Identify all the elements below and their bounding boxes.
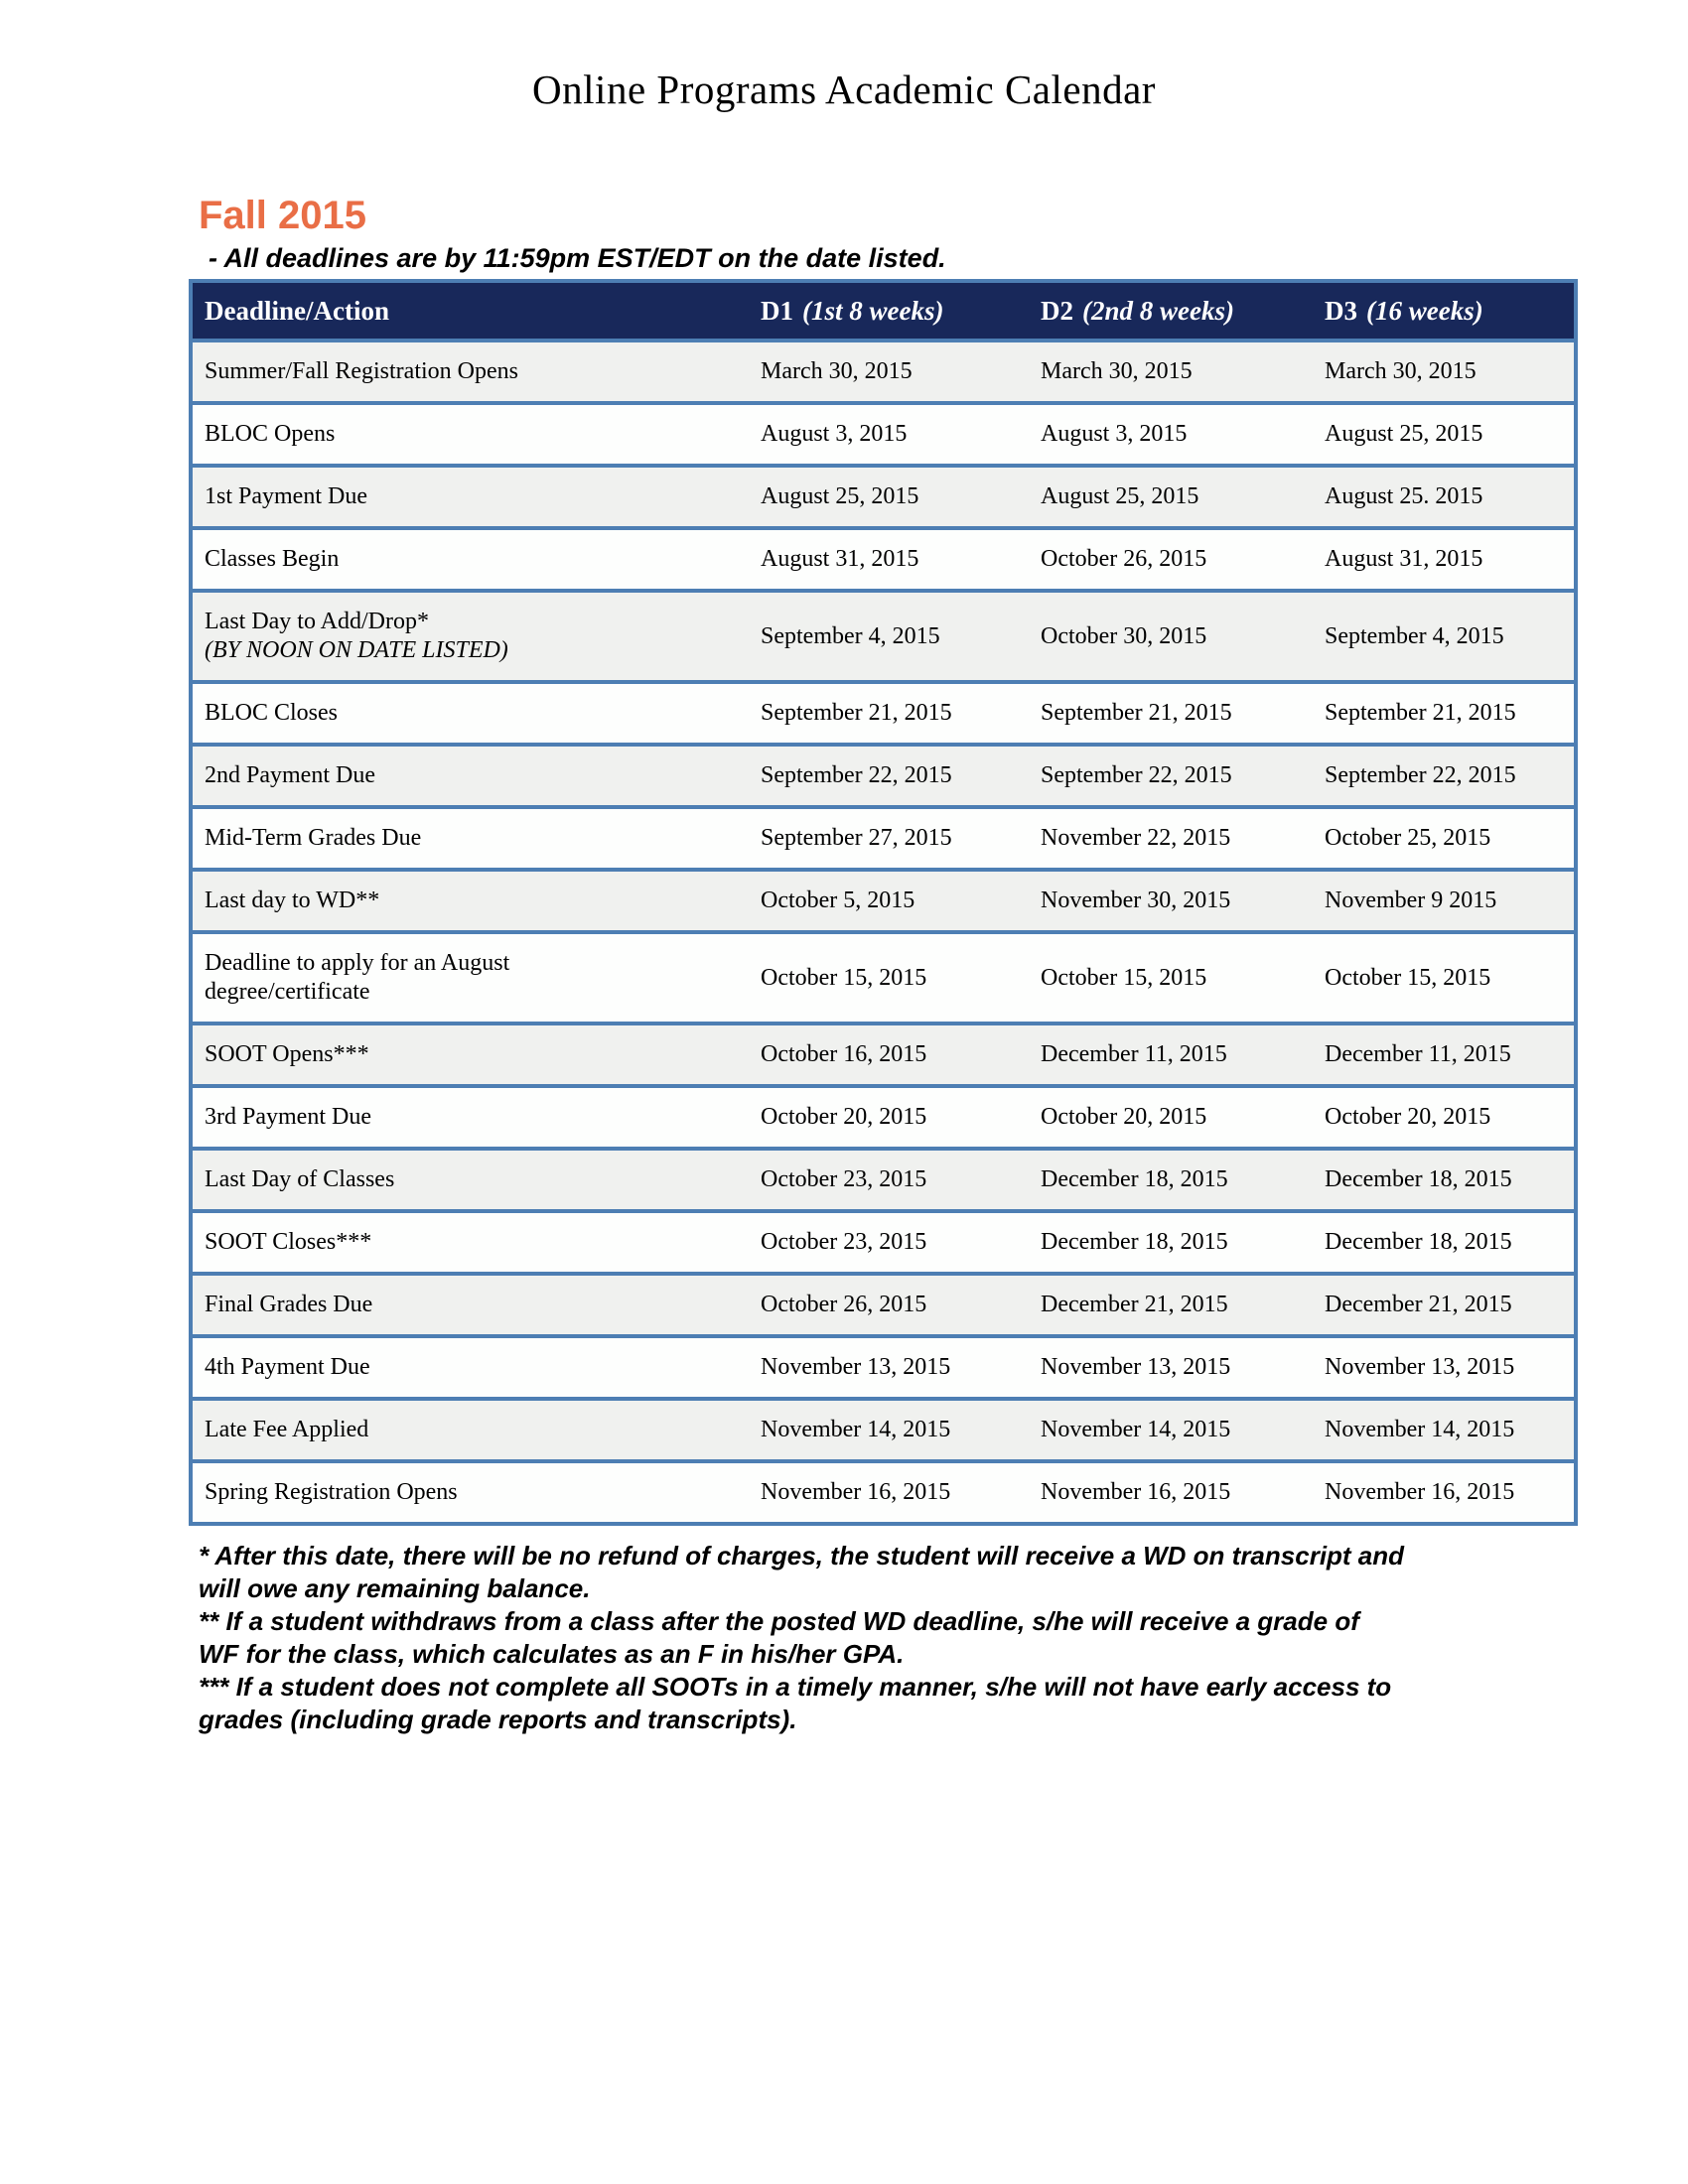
column-header-d2 [1029, 281, 1313, 341]
table-row [191, 1211, 1576, 1274]
d1-date-cell: August 25, 2015 [749, 466, 1029, 528]
deadline-action-label: Deadline to apply for an August [205, 950, 510, 976]
deadline-note: - All deadlines are by 11:59pm EST/EDT on the date listed. [209, 243, 946, 273]
footnote-line: WF for the class, which calculates as an F in his/her GPA. [199, 1639, 905, 1669]
table-row [191, 745, 1576, 807]
deadline-action-cell [191, 682, 749, 745]
deadline-action-label: 1st Payment Due [205, 483, 367, 509]
d2-date-cell: March 30, 2015 [1029, 341, 1313, 403]
table-row [191, 1461, 1576, 1524]
d2-date-cell: November 13, 2015 [1029, 1336, 1313, 1399]
d3-date-cell: November 14, 2015 [1313, 1399, 1576, 1461]
d2-date-cell: October 30, 2015 [1029, 591, 1313, 682]
deadline-action-cell [191, 1211, 749, 1274]
d3-date-cell: September 21, 2015 [1313, 682, 1576, 745]
column-label: Deadline/Action [205, 295, 389, 326]
d2-date-cell: October 26, 2015 [1029, 528, 1313, 591]
deadline-action-cell [191, 528, 749, 591]
d3-date-cell: December 11, 2015 [1313, 1024, 1576, 1086]
table-row [191, 466, 1576, 528]
d2-date-cell: November 30, 2015 [1029, 870, 1313, 932]
d2-date-cell: September 22, 2015 [1029, 745, 1313, 807]
table-row [191, 528, 1576, 591]
d1-date-cell: October 16, 2015 [749, 1024, 1029, 1086]
deadline-action-line2: degree/certificate [205, 979, 370, 1005]
table-row [191, 591, 1576, 682]
column-header-d3 [1313, 281, 1576, 341]
deadline-action-cell [191, 745, 749, 807]
deadline-action-cell [191, 341, 749, 403]
d3-date-cell: November 9 2015 [1313, 870, 1576, 932]
table-row [191, 1086, 1576, 1149]
column-qualifier: (2nd 8 weeks) [1082, 295, 1234, 326]
deadline-action-label: 2nd Payment Due [205, 762, 375, 788]
column-label: D3 [1325, 295, 1357, 326]
deadline-action-label: BLOC Closes [205, 700, 339, 726]
table-row [191, 1336, 1576, 1399]
d2-date-cell: December 18, 2015 [1029, 1211, 1313, 1274]
deadline-action-label: 4th Payment Due [205, 1354, 370, 1380]
table-row [191, 932, 1576, 1024]
d1-date-cell: November 13, 2015 [749, 1336, 1029, 1399]
table-row [191, 341, 1576, 403]
footnote-line: grades (including grade reports and transcripts). [199, 1705, 797, 1734]
d2-date-cell: December 21, 2015 [1029, 1274, 1313, 1336]
d1-date-cell: September 27, 2015 [749, 807, 1029, 870]
footnotes [199, 1540, 1688, 1736]
deadline-action-cell [191, 1461, 749, 1524]
d3-date-cell: September 4, 2015 [1313, 591, 1576, 682]
d2-date-cell: December 18, 2015 [1029, 1149, 1313, 1211]
d2-date-cell: August 25, 2015 [1029, 466, 1313, 528]
footnote-line: *** If a student does not complete all SOOTs in a timely manner, s/he will not have early access to [199, 1672, 1392, 1702]
d2-date-cell: December 11, 2015 [1029, 1024, 1313, 1086]
column-header-d1 [749, 281, 1029, 341]
deadline-action-cell [191, 1274, 749, 1336]
d1-date-cell: March 30, 2015 [749, 341, 1029, 403]
season-heading: Fall 2015 [199, 194, 367, 237]
deadline-action-label: Classes Begin [205, 546, 340, 572]
d2-date-cell: November 16, 2015 [1029, 1461, 1313, 1524]
column-label: D1 [761, 295, 793, 326]
d3-date-cell: October 25, 2015 [1313, 807, 1576, 870]
deadline-action-cell [191, 1399, 749, 1461]
deadline-action-label: Final Grades Due [205, 1292, 373, 1317]
d1-date-cell: September 22, 2015 [749, 745, 1029, 807]
d1-date-cell: October 15, 2015 [749, 932, 1029, 1024]
table-row [191, 1024, 1576, 1086]
d3-date-cell: September 22, 2015 [1313, 745, 1576, 807]
column-header-deadline-action [191, 281, 749, 341]
deadline-action-cell [191, 932, 749, 1024]
table-row [191, 403, 1576, 466]
table-row [191, 870, 1576, 932]
deadline-action-cell [191, 591, 749, 682]
deadline-action-label: Mid-Term Grades Due [205, 825, 422, 851]
d1-date-cell: October 20, 2015 [749, 1086, 1029, 1149]
d3-date-cell: November 16, 2015 [1313, 1461, 1576, 1524]
deadline-action-cell [191, 403, 749, 466]
d2-date-cell: October 20, 2015 [1029, 1086, 1313, 1149]
d1-date-cell: October 23, 2015 [749, 1149, 1029, 1211]
deadline-action-label: Last Day to Add/Drop* [205, 609, 429, 634]
d3-date-cell: August 31, 2015 [1313, 528, 1576, 591]
table-row [191, 1399, 1576, 1461]
deadline-action-cell [191, 807, 749, 870]
d3-date-cell: November 13, 2015 [1313, 1336, 1576, 1399]
footnote-line: * After this date, there will be no refund of charges, the student will receive a WD on transcript and [199, 1541, 1405, 1570]
d1-date-cell: September 21, 2015 [749, 682, 1029, 745]
footnote-line: ** If a student withdraws from a class after the posted WD deadline, s/he will receive a grade of [199, 1606, 1359, 1636]
table-row [191, 682, 1576, 745]
column-qualifier: (16 weeks) [1366, 295, 1483, 326]
d2-date-cell: November 14, 2015 [1029, 1399, 1313, 1461]
d1-date-cell: October 23, 2015 [749, 1211, 1029, 1274]
deadline-action-label: 3rd Payment Due [205, 1104, 371, 1130]
deadline-action-label: Last day to WD** [205, 887, 380, 913]
footnote-line: will owe any remaining balance. [199, 1573, 591, 1603]
deadline-action-cell [191, 1336, 749, 1399]
deadline-action-label: SOOT Closes*** [205, 1229, 372, 1255]
table-row [191, 807, 1576, 870]
calendar-table-body [191, 341, 1576, 1524]
deadline-action-label: Summer/Fall Registration Opens [205, 358, 518, 384]
d3-date-cell: March 30, 2015 [1313, 341, 1576, 403]
d3-date-cell: August 25, 2015 [1313, 403, 1576, 466]
d1-date-cell: November 16, 2015 [749, 1461, 1029, 1524]
deadline-action-cell [191, 1086, 749, 1149]
d1-date-cell: October 5, 2015 [749, 870, 1029, 932]
d2-date-cell: August 3, 2015 [1029, 403, 1313, 466]
deadline-action-label: Spring Registration Opens [205, 1479, 458, 1505]
d2-date-cell: November 22, 2015 [1029, 807, 1313, 870]
d3-date-cell: October 15, 2015 [1313, 932, 1576, 1024]
d2-date-cell: September 21, 2015 [1029, 682, 1313, 745]
d1-date-cell: August 31, 2015 [749, 528, 1029, 591]
d1-date-cell: September 4, 2015 [749, 591, 1029, 682]
academic-calendar-table [189, 279, 1578, 1526]
table-row [191, 1274, 1576, 1336]
d1-date-cell: October 26, 2015 [749, 1274, 1029, 1336]
table-row [191, 1149, 1576, 1211]
table-header-row [191, 281, 1576, 341]
deadline-action-cell [191, 1149, 749, 1211]
deadline-action-label: Last Day of Classes [205, 1166, 395, 1192]
deadline-action-cell [191, 466, 749, 528]
column-qualifier: (1st 8 weeks) [802, 295, 944, 326]
d2-date-cell: October 15, 2015 [1029, 932, 1313, 1024]
document-title: Online Programs Academic Calendar [532, 67, 1156, 112]
deadline-action-note: (BY NOON ON DATE LISTED) [205, 637, 508, 663]
deadline-action-label: Late Fee Applied [205, 1417, 369, 1442]
d3-date-cell: December 18, 2015 [1313, 1149, 1576, 1211]
d3-date-cell: December 21, 2015 [1313, 1274, 1576, 1336]
d1-date-cell: August 3, 2015 [749, 403, 1029, 466]
deadline-action-label: SOOT Opens*** [205, 1041, 369, 1067]
d3-date-cell: August 25. 2015 [1313, 466, 1576, 528]
column-label: D2 [1041, 295, 1073, 326]
deadline-action-label: BLOC Opens [205, 421, 336, 447]
d1-date-cell: November 14, 2015 [749, 1399, 1029, 1461]
d3-date-cell: October 20, 2015 [1313, 1086, 1576, 1149]
deadline-action-cell [191, 1024, 749, 1086]
d3-date-cell: December 18, 2015 [1313, 1211, 1576, 1274]
deadline-action-cell [191, 870, 749, 932]
